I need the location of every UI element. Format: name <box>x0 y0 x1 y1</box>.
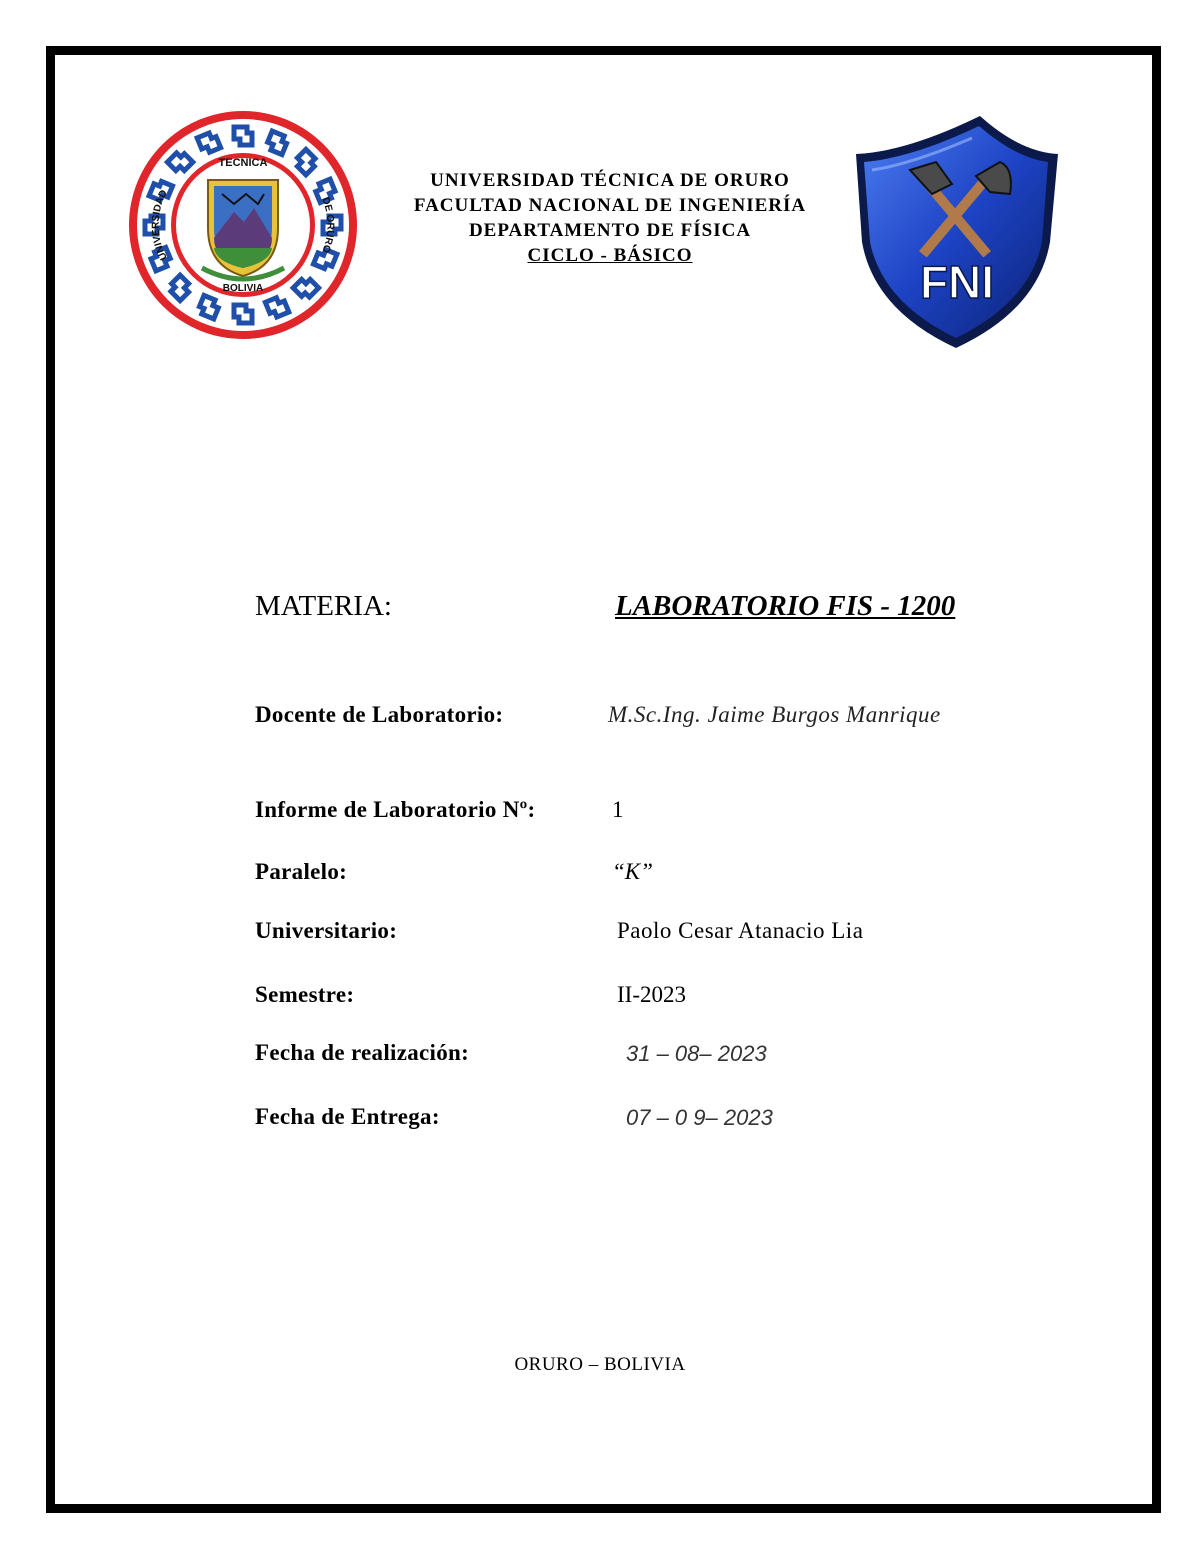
university-name: UNIVERSIDAD TÉCNICA DE ORURO <box>430 170 790 191</box>
student-label: Universitario: <box>255 918 398 943</box>
fni-text: FNI <box>919 256 995 308</box>
semester-label: Semestre: <box>255 982 355 1007</box>
uto-seal-icon <box>126 108 360 342</box>
cycle-name: CICLO - BÁSICO <box>527 245 693 266</box>
report-number-label: Informe de Laboratorio Nº: <box>255 797 536 822</box>
semester-value: II-2023 <box>617 982 686 1007</box>
report-number-value: 1 <box>612 797 624 822</box>
section-label: Paralelo: <box>255 859 348 884</box>
seal-text-right: DE ORURO <box>319 195 336 254</box>
subject-label: MATERIA: <box>255 590 392 622</box>
faculty-name: FACULTAD NACIONAL DE INGENIERÍA <box>413 195 807 216</box>
delivery-date-label: Fecha de Entrega: <box>255 1104 440 1129</box>
teacher-value: M.Sc.Ing. Jaime Burgos Manrique <box>608 702 941 727</box>
teacher-label: Docente de Laboratorio: <box>255 702 504 727</box>
department-name: DEPARTAMENTO DE FÍSICA <box>468 220 752 241</box>
fni-shield-icon <box>852 114 1062 350</box>
delivery-date-value: 07 – 0 9– 2023 <box>626 1105 773 1130</box>
date-performed-label: Fecha de realización: <box>255 1040 470 1065</box>
institution-header <box>360 168 860 268</box>
student-value: Paolo Cesar Atanacio Lia <box>617 918 864 943</box>
section-value: “K” <box>612 859 653 884</box>
seal-text-bottom: BOLIVIA <box>222 283 264 294</box>
seal-text-top: TECNICA <box>218 157 268 169</box>
seal-text-left: UNIVERSIDAD <box>150 188 170 262</box>
date-performed-value: 31 – 08– 2023 <box>626 1041 767 1066</box>
location-footer: ORURO – BOLIVIA <box>514 1354 686 1375</box>
subject-value: LABORATORIO FIS - 1200 <box>615 590 956 622</box>
